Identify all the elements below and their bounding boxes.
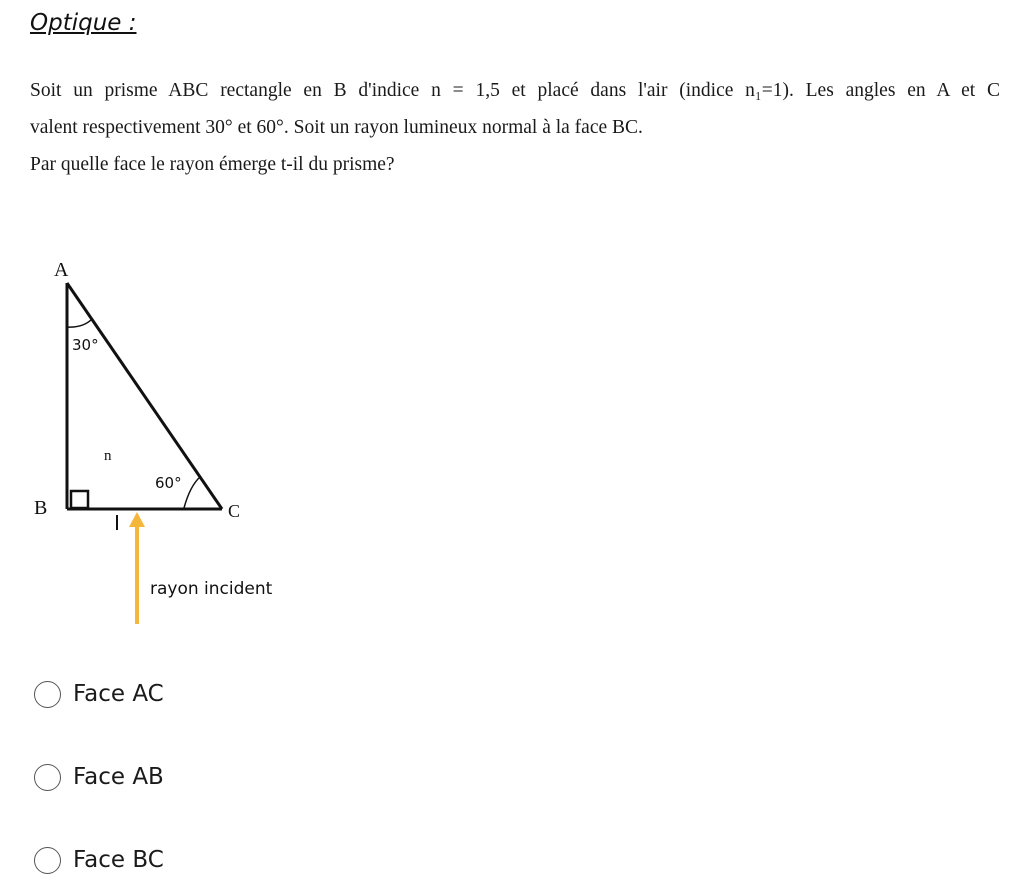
vertex-label-a: A <box>54 259 69 281</box>
option-face-bc[interactable] <box>34 843 164 877</box>
option-label: Face AC <box>73 681 164 707</box>
incident-ray-arrowhead <box>129 512 145 527</box>
angle-arc-c <box>184 477 200 508</box>
section-title: Optique : <box>30 10 137 36</box>
radio-button[interactable] <box>34 847 61 874</box>
radio-button[interactable] <box>34 764 61 791</box>
option-label: Face AB <box>73 764 164 790</box>
vertex-label-c: C <box>228 501 241 521</box>
option-label: Face BC <box>73 847 164 873</box>
prism-diagram <box>0 0 300 640</box>
index-label: n <box>104 448 112 464</box>
radio-button[interactable] <box>34 681 61 708</box>
question-line-1: Soit un prisme ABC rectangle en B d'indice n = 1,5 et placé dans l'air (indice n₁=1). Les angles en A et C <box>30 80 1000 101</box>
ray-label: rayon incident <box>150 579 273 599</box>
right-angle-marker <box>71 491 88 508</box>
question-line-3: Par quelle face le rayon émerge t-il du prisme? <box>30 154 395 175</box>
vertex-label-b: B <box>34 497 48 519</box>
side-ac <box>67 283 222 509</box>
option-face-ac[interactable] <box>34 677 164 711</box>
angle-label-c: 60° <box>155 474 182 492</box>
angle-label-a: 30° <box>72 336 99 354</box>
option-face-ab[interactable] <box>34 760 164 794</box>
angle-arc-a <box>67 319 92 327</box>
question-line-2: valent respectivement 30° et 60°. Soit un rayon lumineux normal à la face BC. <box>30 117 643 138</box>
